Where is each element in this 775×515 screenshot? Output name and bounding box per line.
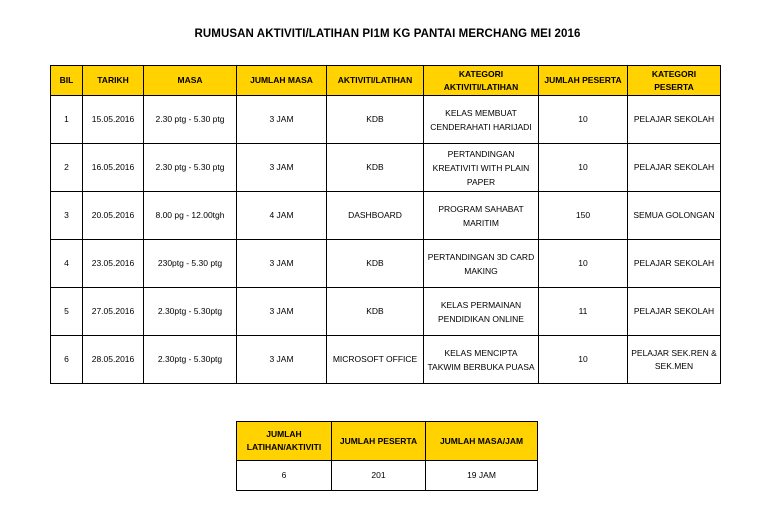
cell-jumlah-masa: 4 JAM <box>237 192 327 240</box>
summary-value-jumlah-peserta: 201 <box>332 461 426 491</box>
summary-value-jumlah-masa: 19 JAM <box>426 461 538 491</box>
cell-jumlah-masa: 3 JAM <box>237 240 327 288</box>
table-row <box>51 288 721 336</box>
cell-bil: 5 <box>51 288 83 336</box>
cell-tarikh: 20.05.2016 <box>83 192 144 240</box>
cell-tarikh: 23.05.2016 <box>83 240 144 288</box>
cell-kategori: PROGRAM SAHABAT MARITIM <box>424 192 539 240</box>
cell-bil: 2 <box>51 144 83 192</box>
summary-header-jumlah-latihan: JUMLAH LATIHAN/AKTIVITI <box>237 422 332 461</box>
cell-kategori: KELAS PERMAINAN PENDIDIKAN ONLINE <box>424 288 539 336</box>
cell-peserta: 11 <box>539 288 628 336</box>
page-title: RUMUSAN AKTIVITI/LATIHAN PI1M KG PANTAI MERCHANG MEI 2016 <box>194 28 581 40</box>
cell-tarikh: 15.05.2016 <box>83 96 144 144</box>
header-masa: MASA <box>144 66 237 96</box>
cell-masa: 2.30ptg - 5.30ptg <box>144 288 237 336</box>
summary-header-jumlah-masa: JUMLAH MASA/JAM <box>426 422 538 461</box>
summary-value-row <box>237 461 538 491</box>
header-kategori-peserta: KATEGORI PESERTA <box>628 66 721 96</box>
table-row <box>51 240 721 288</box>
header-tarikh: TARIKH <box>83 66 144 96</box>
cell-aktiviti: MICROSOFT OFFICE <box>327 336 424 384</box>
cell-jumlah-masa: 3 JAM <box>237 288 327 336</box>
cell-bil: 6 <box>51 336 83 384</box>
cell-masa: 8.00 pg - 12.00tgh <box>144 192 237 240</box>
cell-bil: 3 <box>51 192 83 240</box>
cell-peserta: 10 <box>539 96 628 144</box>
cell-peserta: 10 <box>539 336 628 384</box>
cell-kategori-peserta: PELAJAR SEK.REN & SEK.MEN <box>628 336 721 384</box>
cell-peserta: 10 <box>539 240 628 288</box>
header-jumlah-masa: JUMLAH MASA <box>237 66 327 96</box>
cell-aktiviti: KDB <box>327 144 424 192</box>
cell-aktiviti: KDB <box>327 288 424 336</box>
header-jumlah-peserta: JUMLAH PESERTA <box>539 66 628 96</box>
header-kategori <box>424 66 539 96</box>
table-row <box>51 144 721 192</box>
cell-jumlah-masa: 3 JAM <box>237 96 327 144</box>
cell-kategori-peserta: SEMUA GOLONGAN <box>628 192 721 240</box>
cell-kategori-peserta: PELAJAR SEKOLAH <box>628 240 721 288</box>
cell-kategori: KELAS MENCIPTA TAKWIM BERBUKA PUASA <box>424 336 539 384</box>
cell-tarikh: 28.05.2016 <box>83 336 144 384</box>
cell-kategori-peserta: PELAJAR SEKOLAH <box>628 96 721 144</box>
header-kategori-line1: KATEGORI <box>458 68 504 79</box>
cell-aktiviti: DASHBOARD <box>327 192 424 240</box>
summary-value-jumlah-latihan: 6 <box>237 461 332 491</box>
cell-kategori: PERTANDINGAN 3D CARD MAKING <box>424 240 539 288</box>
cell-bil: 1 <box>51 96 83 144</box>
cell-kategori-peserta: PELAJAR SEKOLAH <box>628 144 721 192</box>
table-row <box>51 336 721 384</box>
table-row <box>51 96 721 144</box>
cell-masa: 2.30 ptg - 5.30 ptg <box>144 144 237 192</box>
header-aktiviti: AKTIVITI/LATIHAN <box>327 66 424 96</box>
activity-table <box>50 65 721 384</box>
table-header-row <box>51 66 721 96</box>
cell-tarikh: 27.05.2016 <box>83 288 144 336</box>
cell-masa: 2.30ptg - 5.30ptg <box>144 336 237 384</box>
table-row <box>51 192 721 240</box>
cell-bil: 4 <box>51 240 83 288</box>
cell-tarikh: 16.05.2016 <box>83 144 144 192</box>
cell-kategori-peserta: PELAJAR SEKOLAH <box>628 288 721 336</box>
header-bil: BIL <box>51 66 83 96</box>
summary-header-row <box>237 422 538 461</box>
cell-masa: 230ptg - 5.30 ptg <box>144 240 237 288</box>
cell-aktiviti: KDB <box>327 240 424 288</box>
cell-peserta: 150 <box>539 192 628 240</box>
summary-table <box>236 421 538 491</box>
header-kategori-line2: AKTIVITI/LATIHAN <box>443 81 519 92</box>
cell-masa: 2.30 ptg - 5.30 ptg <box>144 96 237 144</box>
cell-jumlah-masa: 3 JAM <box>237 144 327 192</box>
cell-peserta: 10 <box>539 144 628 192</box>
cell-kategori: PERTANDINGAN KREATIVITI WITH PLAIN PAPER <box>424 144 539 192</box>
cell-aktiviti: KDB <box>327 96 424 144</box>
summary-header-jumlah-peserta: JUMLAH PESERTA <box>332 422 426 461</box>
cell-jumlah-masa: 3 JAM <box>237 336 327 384</box>
cell-kategori: KELAS MEMBUAT CENDERAHATI HARIJADI <box>424 96 539 144</box>
